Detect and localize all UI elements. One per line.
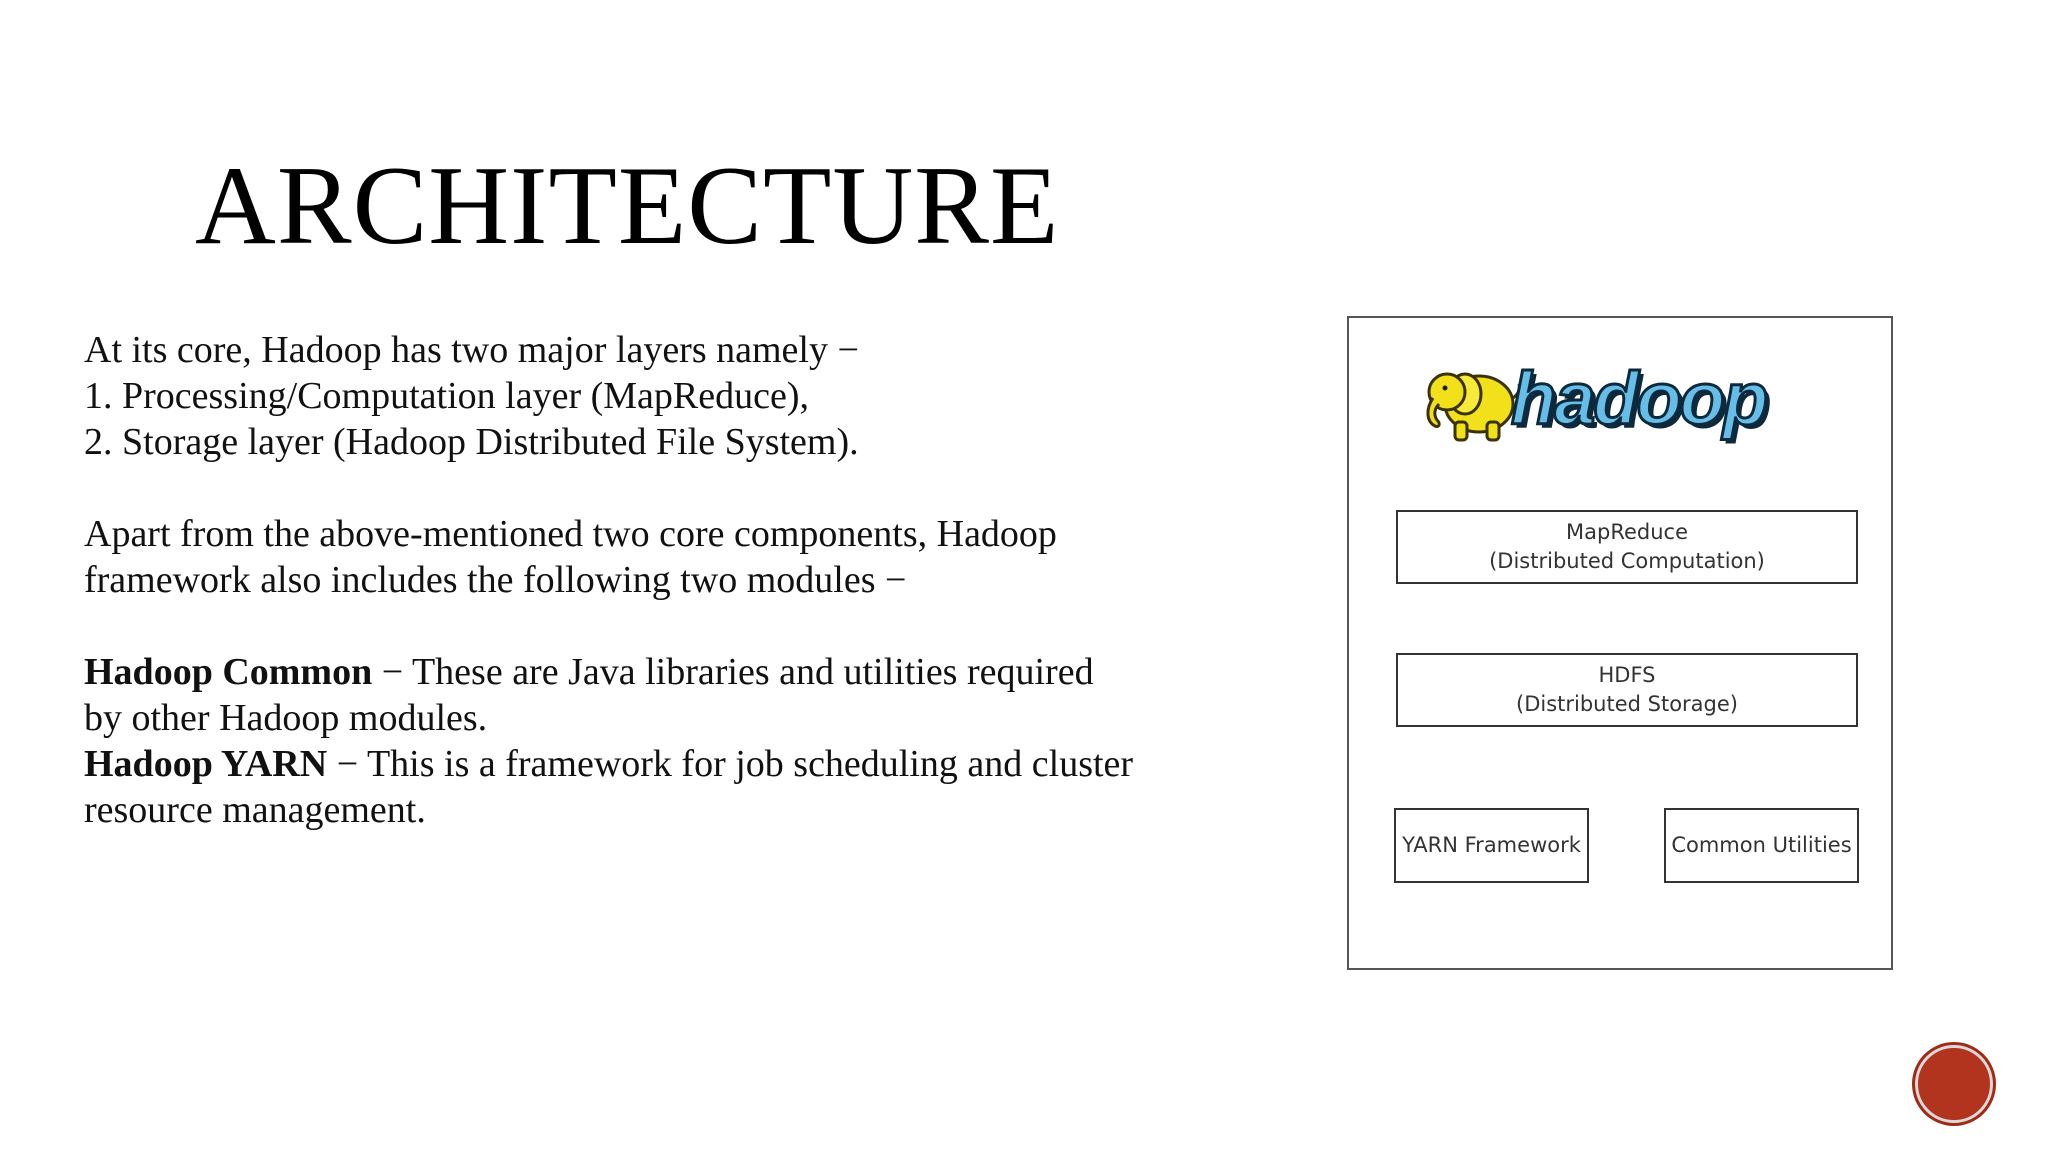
hadoop-common-paragraph (84, 649, 1284, 695)
paragraph-gap (84, 465, 1284, 511)
slide-nav-button[interactable] (1915, 1045, 1993, 1123)
hadoop-common-term: Hadoop Common (84, 651, 373, 693)
hdfs-title: HDFS (1598, 663, 1656, 687)
yarn-framework-box (1394, 808, 1589, 883)
common-utilities-label: Common Utilities (1671, 833, 1852, 857)
body-line: At its core, Hadoop has two major layers namely − (84, 329, 859, 371)
hadoop-yarn-desc: − This is a framework for job scheduling and cluster (327, 743, 1134, 785)
hadoop-architecture-diagram (1347, 316, 1893, 970)
paragraph-gap (84, 603, 1284, 649)
hdfs-box (1396, 653, 1858, 727)
mapreduce-title: MapReduce (1566, 520, 1688, 544)
mapreduce-box (1396, 510, 1858, 584)
hadoop-wordmark: hadoop (1511, 357, 1767, 440)
mapreduce-subtitle: (Distributed Computation) (1489, 549, 1765, 573)
hdfs-subtitle: (Distributed Storage) (1516, 692, 1738, 716)
hadoop-yarn-paragraph (84, 741, 1284, 787)
body-line: 1. Processing/Computation layer (MapReduce), (84, 375, 810, 417)
yarn-framework-label: YARN Framework (1402, 833, 1581, 857)
slide-title: ARCHITECTURE (195, 144, 1060, 268)
common-utilities-box (1664, 808, 1859, 883)
body-line: framework also includes the following two modules − (84, 559, 907, 601)
hadoop-yarn-term: Hadoop YARN (84, 743, 328, 785)
slide-body (84, 327, 1284, 833)
body-line: Apart from the above-mentioned two core components, Hadoop (84, 513, 1057, 555)
hadoop-common-desc: − These are Java libraries and utilities required (372, 651, 1094, 693)
hadoop-logo (1421, 352, 1801, 452)
body-line: 2. Storage layer (Hadoop Distributed File System). (84, 421, 859, 463)
body-line: by other Hadoop modules. (84, 697, 488, 739)
body-line: resource management. (84, 789, 426, 831)
